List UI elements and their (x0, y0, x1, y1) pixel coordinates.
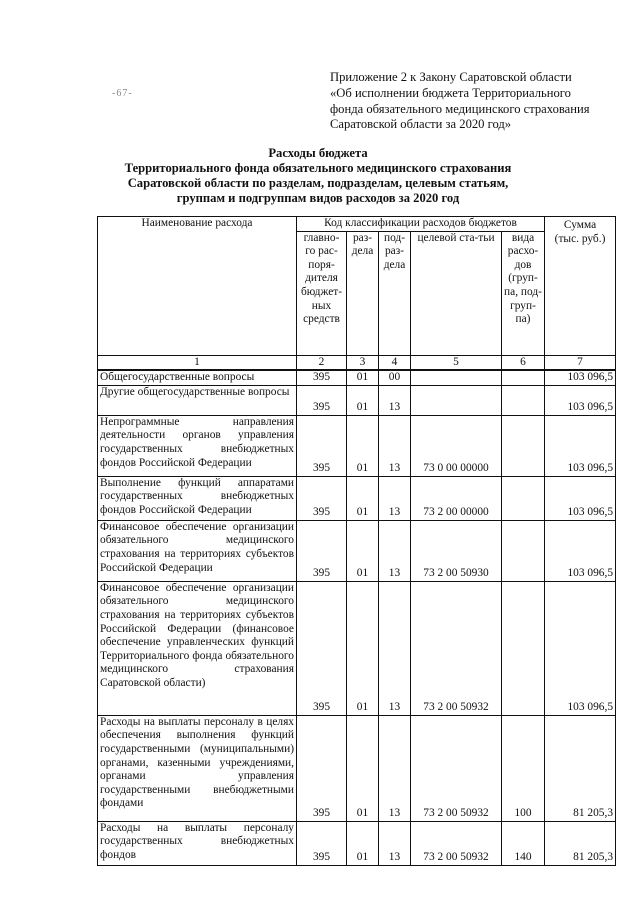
table-row (98, 370, 616, 385)
expense-sum: 81 205,3 (545, 821, 616, 865)
expense-name: Финансовое обеспечение организации обязательного медицинского страхования на территориях субъектов Российской Федерации (98, 520, 297, 581)
page-stamp: -67- (112, 88, 133, 99)
table-row (98, 415, 616, 476)
document-title (80, 146, 556, 206)
header-section: раз-дела (347, 231, 379, 355)
kind-code (502, 581, 545, 715)
admin-code: 395 (297, 476, 347, 520)
admin-code: 395 (297, 715, 347, 821)
table-row (98, 520, 616, 581)
title-line: группам и подгруппам видов расходов за 2020 год (176, 191, 460, 205)
header-admin: главно-го рас-поря-дителя бюджет-ных средств (297, 231, 347, 355)
target-code: 73 2 00 50932 (411, 581, 502, 715)
header-target: целевой ста-тьи (411, 231, 502, 355)
admin-code: 395 (297, 385, 347, 415)
kind-code: 100 (502, 715, 545, 821)
title-line: Расходы бюджета (268, 146, 368, 160)
header-code-group: Код классификации расходов бюджетов (297, 217, 545, 232)
title-line: Территориального фонда обязательного медицинского страхования (124, 161, 512, 175)
admin-code: 395 (297, 520, 347, 581)
expense-sum: 103 096,5 (545, 385, 616, 415)
appendix-line: фонда обязательного медицинского страхования (330, 101, 590, 116)
expense-name: Непрограммные направления деятельности органов управления государственных внебюджетных фондов Российской Федерации (98, 415, 297, 476)
expense-name: Расходы на выплаты персоналу государственных внебюджетных фондов (98, 821, 297, 865)
kind-code (502, 415, 545, 476)
header-name: Наименование расхода (98, 217, 297, 356)
appendix-line: «Об исполнении бюджета Территориального (330, 85, 571, 100)
expense-sum: 103 096,5 (545, 476, 616, 520)
subsection-code: 13 (379, 581, 411, 715)
section-code: 01 (347, 370, 379, 385)
subsection-code: 13 (379, 821, 411, 865)
column-number: 3 (347, 355, 379, 370)
header-subsection: под-раз-дела (379, 231, 411, 355)
expense-sum: 103 096,5 (545, 520, 616, 581)
target-code: 73 2 00 50932 (411, 715, 502, 821)
expense-sum: 103 096,5 (545, 581, 616, 715)
admin-code: 395 (297, 415, 347, 476)
subsection-code: 13 (379, 520, 411, 581)
subsection-code: 13 (379, 415, 411, 476)
expense-sum: 103 096,5 (545, 370, 616, 385)
table-row (98, 476, 616, 520)
expense-name: Общегосударственные вопросы (98, 370, 297, 385)
table-row (98, 581, 616, 715)
admin-code: 395 (297, 821, 347, 865)
admin-code: 395 (297, 370, 347, 385)
title-line: Саратовской области по разделам, подразделам, целевым статьям, (127, 176, 509, 190)
section-code: 01 (347, 476, 379, 520)
appendix-note (330, 70, 606, 133)
budget-table (97, 216, 616, 866)
column-number: 5 (411, 355, 502, 370)
column-number: 4 (379, 355, 411, 370)
target-code: 73 2 00 50932 (411, 821, 502, 865)
column-number: 1 (98, 355, 297, 370)
subsection-code: 13 (379, 385, 411, 415)
target-code (411, 385, 502, 415)
expense-sum: 103 096,5 (545, 415, 616, 476)
expense-name: Другие общегосударственные вопросы (98, 385, 297, 415)
expense-sum: 81 205,3 (545, 715, 616, 821)
subsection-code: 13 (379, 476, 411, 520)
kind-code (502, 520, 545, 581)
table-row (98, 821, 616, 865)
expense-name: Выполнение функций аппаратами государственных внебюджетных фондов Российской Федерации (98, 476, 297, 520)
kind-code (502, 476, 545, 520)
kind-code (502, 370, 545, 385)
column-number-row (98, 355, 616, 370)
subsection-code: 00 (379, 370, 411, 385)
header-kind: вида расхо-дов (груп-па, под-груп-па) (502, 231, 545, 355)
table-row (98, 715, 616, 821)
table-row (98, 385, 616, 415)
column-number: 2 (297, 355, 347, 370)
expense-name: Расходы на выплаты персоналу в целях обеспечения выполнения функций государственными (муниципальными) органами, казенными учреждениями, органами управления государственными внебюджетными фондами (98, 715, 297, 821)
section-code: 01 (347, 715, 379, 821)
appendix-line: Саратовской области за 2020 год» (330, 117, 512, 132)
target-code: 73 2 00 00000 (411, 476, 502, 520)
subsection-code: 13 (379, 715, 411, 821)
section-code: 01 (347, 415, 379, 476)
appendix-line: Приложение 2 к Закону Саратовской области (330, 70, 572, 84)
kind-code (502, 385, 545, 415)
admin-code: 395 (297, 581, 347, 715)
header-sum: Сумма (тыс. руб.) (545, 217, 616, 356)
column-number: 6 (502, 355, 545, 370)
expense-name: Финансовое обеспечение организации обязательного медицинского страхования на территориях субъектов Российской Федерации (финансовое обеспечение управленческих функций Территориального фонда обязательного медицинского страхования Саратовской области) (98, 581, 297, 715)
column-number: 7 (545, 355, 616, 370)
section-code: 01 (347, 385, 379, 415)
section-code: 01 (347, 821, 379, 865)
section-code: 01 (347, 581, 379, 715)
target-code (411, 370, 502, 385)
target-code: 73 0 00 00000 (411, 415, 502, 476)
section-code: 01 (347, 520, 379, 581)
target-code: 73 2 00 50930 (411, 520, 502, 581)
kind-code: 140 (502, 821, 545, 865)
